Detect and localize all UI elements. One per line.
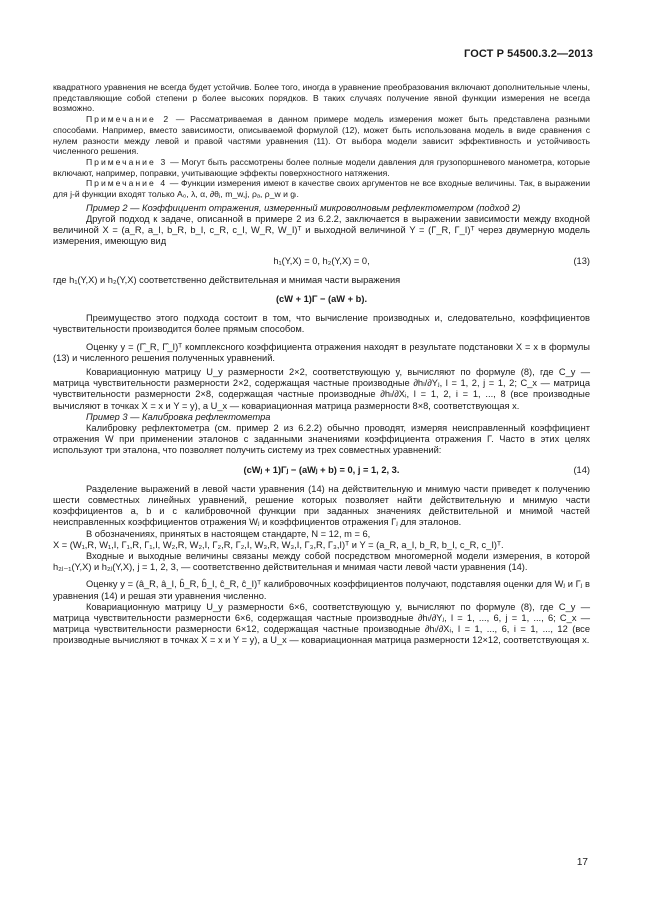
example-3-title: Пример 3 — Калибровка рефлектометра <box>86 411 271 422</box>
paragraph: X = (W₁,R, W₁,I, Γ₁,R, Γ₁,I, W₂,R, W₂,I, Γ₂,R, Γ₂,I, W₃,R, W₃,I, Γ₃,R, Γ₃,I)ᵀ и Y = (a_R, a_I, b_R, b_I, c_R, c_I)ᵀ. <box>53 539 504 550</box>
paragraph: В обозначениях, принятых в настоящем стандарте, N = 12, m = 6, <box>86 528 371 539</box>
paragraph: Оценку y = (Γ̂_R, Γ̂_I)ᵀ комплексного коэффициента отражения находят в результате подстановки X = x в формулы (13) и численного решения полученных уравнений. <box>53 341 590 363</box>
page-number: 17 <box>576 857 588 868</box>
equation-14 <box>53 465 590 476</box>
equation-number: (13) <box>573 255 590 266</box>
paragraph: Входные и выходные величины связаны между собой посредством многомерной модели измерения, в которой h₂ⱼ₋₁(Y,X) и h₂ⱼ(Y,X), j = 1, 2, 3, — соответственно действительная и мнимая части левой части уравнения (14). <box>53 551 590 573</box>
note-text: — Могут быть рассмотрены более полные модели давления для грузопоршневого манометра, которые включают, например, поправки, учитывающие эффекты поверхностного натяжения. <box>53 156 590 178</box>
paragraph: Калибровку рефлектометра (см. пример 2 из 6.2.2) обычно проводят, измеряя неисправленный коэффициент отражения W при применении эталонов с заданными значениями коэффициента отражения Γ. Часто в этих целях используют три эталона, что позволяет получить систему из трех совместных уравнений: <box>53 422 590 456</box>
note-label: Примечание 4 <box>86 178 168 189</box>
paragraph: Ковариационную матрицу U_y размерности 2×2, соответствующую y, вычисляют по формуле (8), где C_y — матрица чувствительности размерности 2×2, содержащая частные производные ∂hₗ/∂Yⱼ, l = 1, 2, j = 1, 2; C_x — матрица чувствительности размерности 2×8, содержащая частные производные ∂hₗ/∂Xᵢ, l = 1, 2, i = 1, ..., 8 (все производные вычисляют в точках X = x и Y = y), а U_x — ковариационная матрица размерности 8×8, соответствующая x. <box>53 366 590 411</box>
paragraph: Преимущество этого подхода состоит в том, что вычисление производных и, следовательно, коэффициентов чувствительности производится более прямым способом. <box>53 313 590 335</box>
paragraph: где h₁(Y,X) и h₂(Y,X) соответственно действительная и мнимая части выражения <box>53 274 401 285</box>
paragraph: Оценку y = (â_R, â_I, b̂_R, b̂_I, ĉ_R, ĉ_I)ᵀ калибровочных коэффициентов получают, подставляя оценки для Wⱼ и Γⱼ в уравнения (14) и решая эти уравнения численно. <box>53 579 590 601</box>
example-2-title: Пример 2 — Коэффициент отражения, измеренный микроволновым рефлектометром (подход 2) <box>86 202 521 213</box>
note-label: Примечание 3 <box>86 156 168 167</box>
note-label: Примечание 2 <box>86 114 171 125</box>
paragraph: Другой подход к задаче, описанной в примере 2 из 6.2.2, заключается в выражении зависимости между входной величиной X = (a_R, a_I, b_R, b_I, c_R, c_I, W_R, W_I)ᵀ и выходной величиной Y = (Γ_R, Γ_I)ᵀ через двумерную модель измерения, имеющую вид <box>53 213 590 247</box>
equation-13 <box>53 256 590 267</box>
equation: (cWⱼ + 1)Γⱼ − (aWⱼ + b) = 0, j = 1, 2, 3. <box>243 464 400 475</box>
document-header: ГОСТ Р 54500.3.2—2013 <box>464 48 593 60</box>
paragraph: Разделение выражений в левой части уравнения (14) на действительную и мнимую части приведет к получению шести совместных линейных уравнений, решение которых позволяет найти действительную и мнимую части коэффициентов a, b и c калибровочной функции при заданных значениях действительной и мнимой частей неисправленных коэффициентов отражения Wⱼ и коэффициентов отражения Γⱼ для эталонов. <box>53 483 590 528</box>
equation-number: (14) <box>573 464 590 475</box>
equation: (cW + 1)Γ − (aW + b). <box>275 293 368 304</box>
note-3 <box>53 157 590 178</box>
note-2 <box>53 114 590 157</box>
document-body <box>53 82 590 647</box>
paragraph: квадратного уравнения не всегда будет устойчив. Более того, иногда в уравнение преобразования включают дополнительные члены, представляющие собой степени p более высоких порядков. В таких случаях получение явной функции измерения не всегда возможно. <box>53 82 590 114</box>
note-4 <box>53 178 590 199</box>
note-text: — Рассматриваемая в данном примере модель измерения может быть представлена разными способами. Например, вместо зависимости, описываемой формулой (12), может быть использована модель в виде сравнения с нулем разности между левой и правой частями уравнения (11). От выбора модели зависит эффективность и устойчивость численного решения. <box>53 114 590 157</box>
equation-main <box>53 294 590 305</box>
note-text: — Функции измерения имеют в качестве своих аргументов не все входные величины. Так, в выражении для j-й функции входят только A₀, λ, α, ∂θⱼ, m_w,j, ρₐ, ρ_w и gₗ. <box>53 178 590 200</box>
paragraph: Ковариационную матрицу U_y размерности 6×6, соответствующую y, вычисляют по формуле (8), где C_y — матрица чувствительности размерности 6×6, содержащая частные производные ∂hₗ/∂Yⱼ, l = 1, ..., 6, j = 1, ..., 6; C_x — матрица чувствительности размерности 6×12, содержащая частные производные ∂hₗ/∂Xᵢ, l = 1, ..., 6, i = 1, ..., 12 (все производные вычисляют в точках X = x и Y = y), а U_x — ковариационная матрица размерности 12×12, соответствующая x. <box>53 601 590 646</box>
equation: h₁(Y,X) = 0, h₂(Y,X) = 0, <box>273 255 370 266</box>
